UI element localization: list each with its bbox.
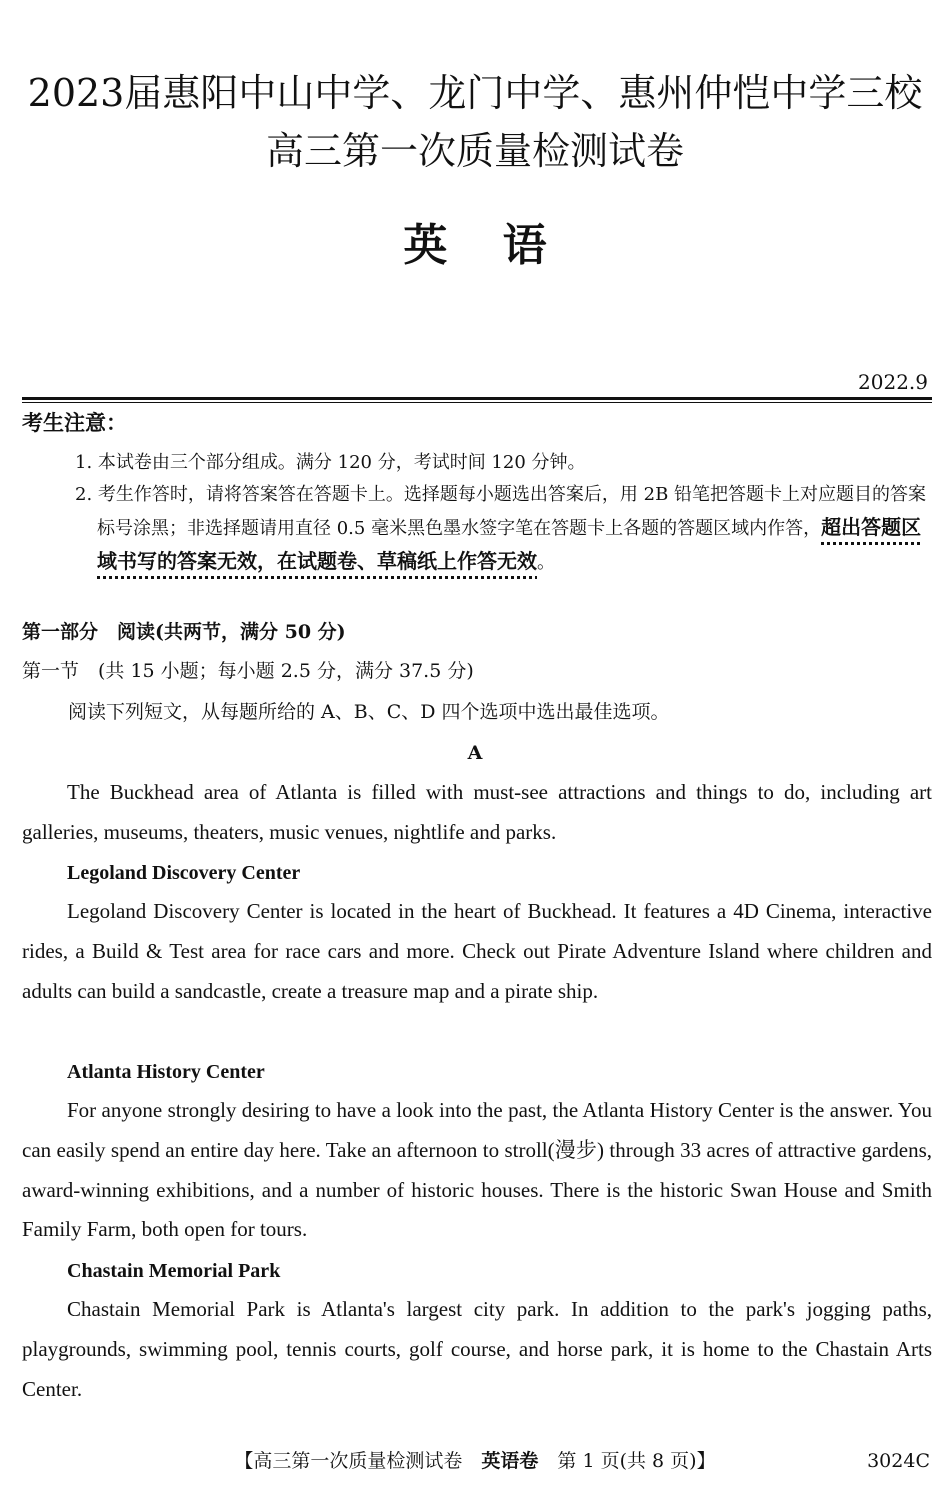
attraction-heading: Atlanta History Center <box>67 1061 265 1083</box>
subject-title: 英 语 <box>403 220 547 271</box>
notice-item-2-emphasis: 超出答题区域书写的答案无效，在试题卷、草稿纸上作答无效 <box>97 515 922 573</box>
part1-heading: 第一部分 阅读(共两节，满分 50 分) <box>22 621 346 643</box>
notice-item-2-end: 。 <box>537 552 555 573</box>
paper-code: 3024C <box>867 1450 930 1472</box>
passage-label: A <box>467 742 483 764</box>
section1-heading: 第一节 (共 15 小题；每小题 2.5 分，满分 37.5 分) <box>22 660 474 682</box>
notice-item-2 <box>75 478 932 579</box>
header-divider-thin <box>22 402 932 403</box>
header-divider-thick <box>22 397 932 400</box>
section-instruction: 阅读下列短文，从每题所给的 A、B、C、D 四个选项中选出最佳选项。 <box>68 701 670 723</box>
footer-subject: 英语卷 <box>481 1450 539 1472</box>
attraction-text: Chastain Memorial Park is Atlanta's largest city park. In addition to the park's jogging paths, playgrounds, swimming pool, tennis courts, golf course, and horse park, it is home to the Chastain Arts Center. <box>22 1297 932 1401</box>
attraction-heading: Legoland Discovery Center <box>67 862 301 884</box>
passage-intro: The Buckhead area of Atlanta is filled with must-see attractions and things to do, including art galleries, museums, theaters, music venues, nightlife and parks. <box>22 780 932 844</box>
notice-heading: 考生注意： <box>22 411 127 435</box>
page-footer <box>0 1452 950 1471</box>
exam-title-line1: 2023届惠阳中山中学、龙门中学、惠州仲恺中学三校 <box>27 71 923 115</box>
exam-date: 2022.9 <box>858 370 928 394</box>
attraction-text: Legoland Discovery Center is located in the heart of Buckhead. It features a 4D Cinema, interactive rides, a Build & Test area for race cars and more. Check out Pirate Adventure Island where children and adults can build a sandcastle, create a treasure map and a pirate ship. <box>22 899 932 1003</box>
notice-item-2-text: 2. 考生作答时，请将答案答在答题卡上。选择题每小题选出答案后，用 2B 铅笔把答题卡上对应题目的答案标号涂黑；非选择题请用直径 0.5 毫米黑色墨水签字笔在答题卡上各题的答题区域内作答， <box>75 484 927 539</box>
exam-title-line2: 高三第一次质量检测试卷 <box>265 129 684 173</box>
footer-page-number: 第 1 页(共 8 页)】 <box>538 1450 716 1472</box>
footer-open: 【高三第一次质量检测试卷 <box>234 1450 482 1472</box>
attraction-heading: Chastain Memorial Park <box>67 1260 281 1282</box>
attraction-text: For anyone strongly desiring to have a look into the past, the Atlanta History Center is the answer. You can easily spend an entire day here. Take an afternoon to stroll(漫步) through 33 acres of attractive gardens, award-winning exhibitions, and a number of historic houses. There is the historic Swan House and Smith Family Farm, both open for tours. <box>22 1098 932 1242</box>
notice-item-1: 1. 本试卷由三个部分组成。满分 120 分，考试时间 120 分钟。 <box>75 452 586 473</box>
